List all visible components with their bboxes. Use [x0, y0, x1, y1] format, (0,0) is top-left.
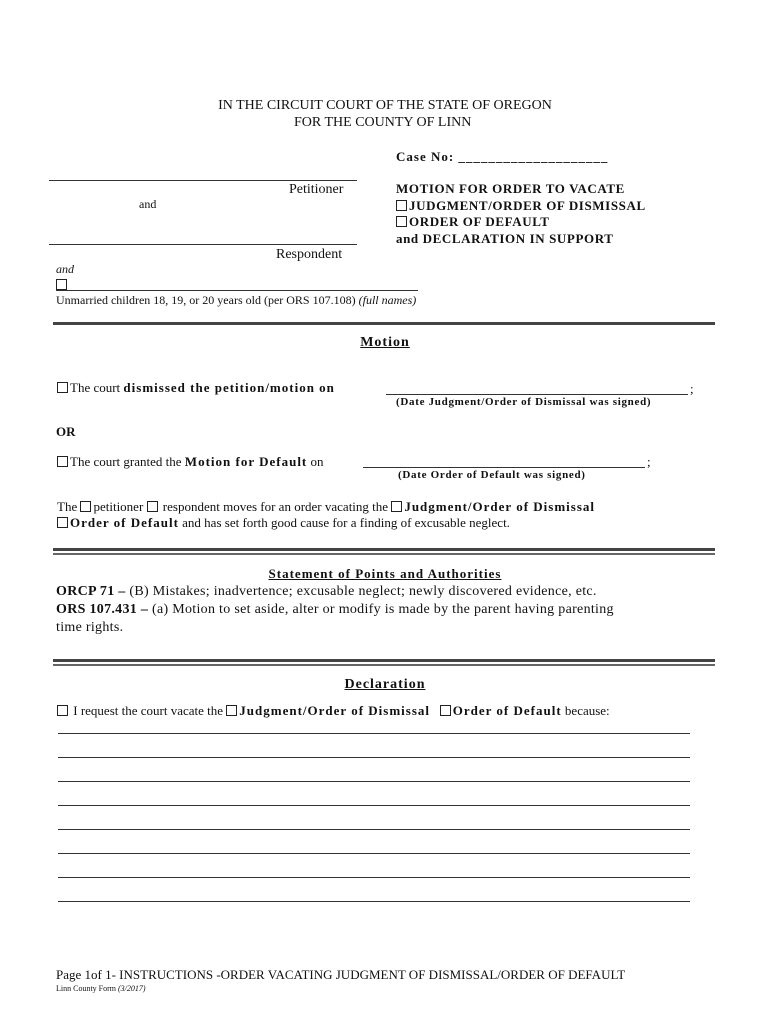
petitioner-name-line[interactable]: [49, 180, 357, 181]
respondent-name-line[interactable]: [49, 244, 357, 245]
motion-item-dismissed: [57, 380, 335, 396]
moves-end: and has set forth good cause for a finding of excusable neglect.: [178, 515, 510, 530]
req-end: because:: [561, 703, 610, 718]
declaration-heading: Declaration: [344, 677, 426, 692]
reason-line-6[interactable]: [58, 853, 690, 854]
item2-mid: on: [307, 454, 324, 469]
motion-title-line4: and DECLARATION IN SUPPORT: [396, 230, 614, 246]
ors-line-2: time rights.: [56, 620, 124, 635]
req-default-checkbox[interactable]: [440, 705, 451, 716]
orcp-line: [56, 583, 614, 601]
item1-end: ;: [690, 381, 694, 396]
moves-resp: respondent moves for an order vacating the: [159, 499, 392, 514]
children-label-text: Unmarried children 18, 19, or 20 years old (per ORS 107.108): [56, 293, 356, 307]
children-hint: (full names): [358, 293, 417, 307]
and-label-2: and: [56, 262, 74, 276]
moves-pre: The: [57, 499, 81, 514]
orcp-text: (B) Mistakes; inadvertence; excusable neglect; newly discovered evidence, etc.: [125, 584, 597, 599]
children-checkbox[interactable]: [56, 279, 67, 290]
motion-title-line1: MOTION FOR ORDER TO VACATE: [396, 181, 625, 196]
item2-pre: The court granted the: [70, 454, 185, 469]
motion-heading: Motion: [360, 335, 410, 350]
respondent-label: Respondent: [276, 247, 343, 262]
points-body: [56, 583, 614, 637]
reason-line-5[interactable]: [58, 829, 690, 830]
moves-line1: [57, 499, 595, 515]
vacate-default-checkbox[interactable]: [57, 517, 68, 528]
reason-line-3[interactable]: [58, 781, 690, 782]
respondent-checkbox[interactable]: [147, 501, 158, 512]
form-date: (3/2017): [118, 984, 146, 993]
default-date-line[interactable]: [363, 467, 645, 468]
motion-title: [396, 181, 646, 247]
points-heading: Statement of Points and Authorities: [268, 566, 502, 581]
section-divider-2: [53, 548, 715, 555]
dismissed-checkbox[interactable]: [57, 382, 68, 393]
section-divider-3: [53, 659, 715, 666]
title-option-default: [396, 214, 646, 231]
default-date-caption: (Date Order of Default was signed): [398, 469, 586, 481]
moves-opt1: Judgment/Order of Dismissal: [404, 499, 596, 514]
default-granted-checkbox[interactable]: [57, 456, 68, 467]
reason-line-4[interactable]: [58, 805, 690, 806]
case-no-field[interactable]: Case No: ____________________: [396, 149, 609, 164]
children-label: [56, 293, 416, 308]
ors-ref: ORS 107.431 –: [56, 602, 149, 617]
reason-line-8[interactable]: [58, 901, 690, 902]
dismissal-date-caption: (Date Judgment/Order of Dismissal was signed): [396, 396, 652, 408]
reason-line-1[interactable]: [58, 733, 690, 734]
vacate-dismissal-checkbox[interactable]: [391, 501, 402, 512]
reason-line-7[interactable]: [58, 877, 690, 878]
footer-form-id: [56, 984, 146, 993]
moves-line2: [57, 515, 595, 531]
title-option-dismissal: [396, 198, 646, 215]
motion-item-default: [57, 454, 324, 470]
title-option-dismissal-label: JUDGMENT/ORDER OF DISMISSAL: [409, 197, 646, 213]
section-divider-1: [53, 322, 715, 327]
item2-end: ;: [647, 454, 651, 469]
item1-pre: The court: [70, 380, 124, 395]
and-label: and: [139, 197, 157, 211]
req-opt2: Order of Default: [452, 703, 562, 718]
ors-line: [56, 601, 614, 619]
req-dismissal-checkbox[interactable]: [226, 705, 237, 716]
petitioner-label: Petitioner: [289, 182, 344, 197]
req-pre: I request the court vacate the: [70, 703, 227, 718]
footer-page-line: Page 1of 1- INSTRUCTIONS -ORDER VACATING JUDGMENT OF DISMISSAL/ORDER OF DEFAULT: [56, 967, 626, 982]
form-prefix: Linn County Form: [56, 984, 117, 993]
item2-bold: Motion for Default: [184, 454, 308, 469]
reason-line-2[interactable]: [58, 757, 690, 758]
req-opt1: Judgment/Order of Dismissal: [239, 703, 431, 718]
moves-paragraph: [57, 499, 595, 531]
request-checkbox[interactable]: [57, 705, 68, 716]
default-checkbox[interactable]: [396, 216, 407, 227]
title-option-default-label: ORDER OF DEFAULT: [409, 214, 550, 229]
dismissal-date-line[interactable]: [386, 394, 688, 395]
petitioner-checkbox[interactable]: [80, 501, 91, 512]
dismissal-checkbox[interactable]: [396, 200, 407, 211]
moves-pet: petitioner: [93, 499, 147, 514]
moves-opt2: Order of Default: [70, 515, 179, 530]
orcp-ref: ORCP 71 –: [56, 584, 126, 599]
court-title-line2: FOR THE COUNTY OF LINN: [294, 115, 472, 130]
or-label: OR: [56, 424, 76, 439]
ors-text: (a) Motion to set aside, alter or modify is made by the parent having parenting: [148, 602, 614, 617]
court-title-line1: IN THE CIRCUIT COURT OF THE STATE OF OREGON: [218, 98, 552, 113]
declaration-request: [57, 703, 610, 719]
children-names-line[interactable]: [56, 290, 418, 291]
item1-bold: dismissed the petition/motion on: [123, 380, 335, 395]
